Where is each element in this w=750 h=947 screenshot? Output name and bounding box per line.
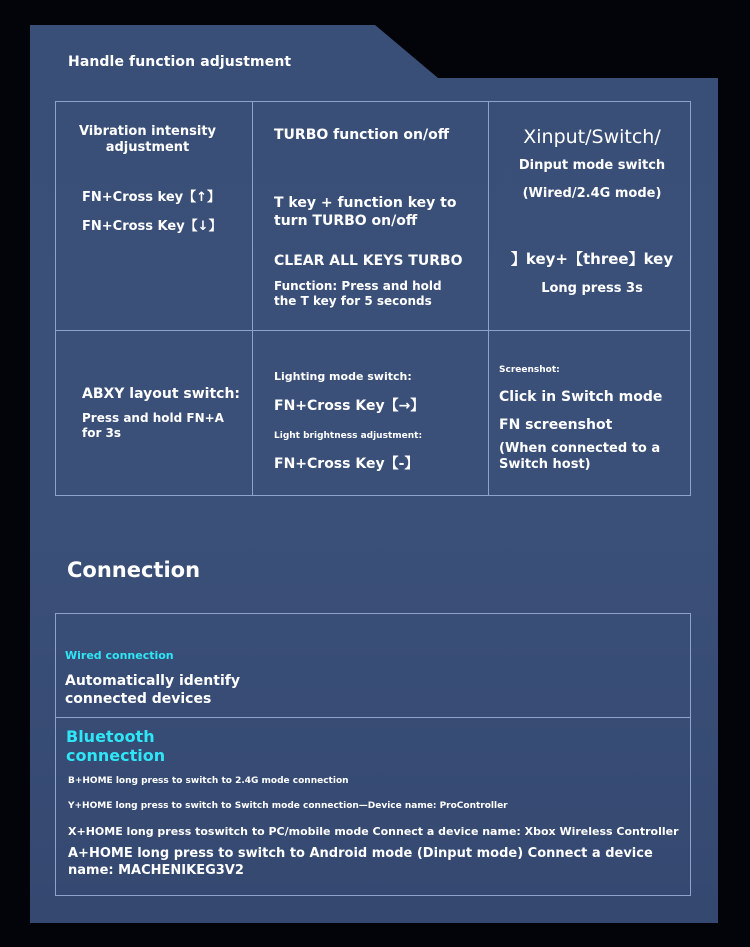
screenshot-line-3: (When connected to a Switch host): [499, 441, 661, 473]
clear-turbo-heading: CLEAR ALL KEYS TURBO: [274, 253, 463, 269]
lighting-key: FN+Cross Key【→】: [274, 398, 425, 414]
abxy-description: Press and hold FN+A for 3s: [82, 411, 224, 440]
mode-line-2: Dinput mode switch: [518, 158, 666, 173]
mode-key-combo: 】key+【three】key: [510, 250, 674, 268]
connection-box: [55, 613, 691, 896]
grid-divider: [252, 102, 253, 495]
clear-turbo-description: Function: Press and hold the T key for 5 seconds: [274, 279, 442, 308]
grid-divider: [56, 330, 690, 331]
wired-description: Automatically identify connected devices: [65, 673, 240, 707]
vibration-up-key: FN+Cross key【↑】: [82, 190, 221, 205]
bt-line-x-home: X+HOME long press toswitch to PC/mobile mode Connect a device name: Xbox Wireless Controller: [68, 825, 679, 838]
mode-line-1: Xinput/Switch/: [523, 126, 661, 148]
lighting-label: Lighting mode switch:: [274, 370, 412, 383]
turbo-description: T key + function key to turn TURBO on/off: [274, 195, 457, 229]
grid-divider: [488, 102, 489, 495]
bt-line-y-home: Y+HOME long press to switch to Switch mode connection—Device name: ProController: [68, 801, 508, 811]
connection-divider: [56, 717, 690, 718]
screenshot-line-2: FN screenshot: [499, 417, 613, 433]
brightness-label: Light brightness adjustment:: [274, 431, 423, 441]
wired-label: Wired connection: [65, 649, 174, 662]
bluetooth-label: Bluetooth connection: [66, 727, 166, 766]
mode-line-3: (Wired/2.4G mode): [522, 186, 662, 201]
abxy-heading: ABXY layout switch:: [82, 386, 241, 402]
brightness-key: FN+Cross Key【-】: [274, 456, 419, 472]
function-grid: [55, 101, 691, 496]
turbo-heading: TURBO function on/off: [274, 127, 450, 143]
page-title: Handle function adjustment: [68, 54, 292, 70]
mode-press-duration: Long press 3s: [541, 281, 643, 296]
bt-line-b-home: B+HOME long press to switch to 2.4G mode connection: [68, 776, 349, 786]
vibration-heading: Vibration intensity adjustment: [78, 124, 217, 156]
bt-line-a-home: A+HOME long press to switch to Android mode (Dinput mode) Connect a device name: MACHENIKEG3V2: [68, 846, 653, 878]
screenshot-line-1: Click in Switch mode: [499, 389, 663, 405]
connection-heading: Connection: [67, 558, 201, 582]
vibration-down-key: FN+Cross Key【↓】: [82, 219, 222, 234]
screenshot-label: Screenshot:: [499, 365, 560, 375]
